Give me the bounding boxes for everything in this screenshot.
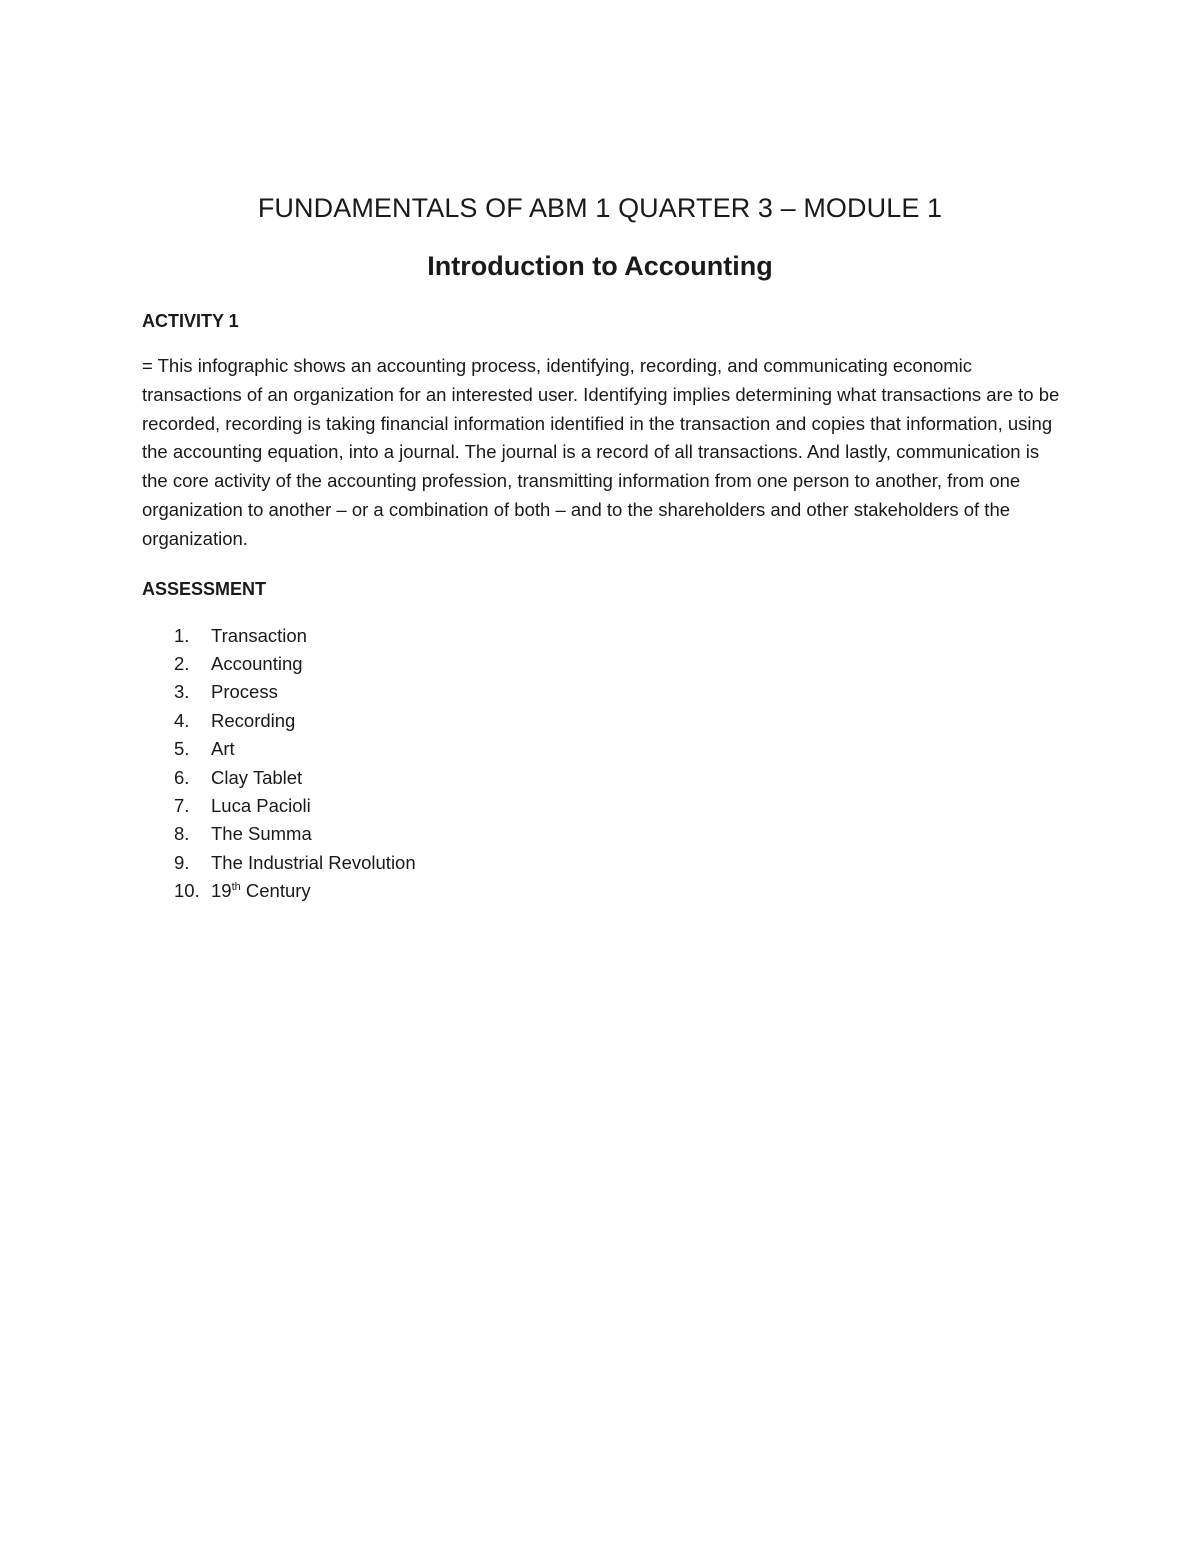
list-item-number: 2. — [174, 652, 190, 674]
list-item-number: 6. — [174, 766, 190, 788]
list-item-text: Accounting — [211, 652, 303, 674]
assessment-heading: ASSESSMENT — [142, 578, 267, 599]
assessment-answer-list — [142, 622, 1058, 906]
list-item — [174, 764, 1058, 792]
list-item-number: 8. — [174, 823, 190, 845]
list-item-number: 3. — [174, 681, 190, 703]
list-item — [174, 622, 1058, 650]
list-item-text: The Summa — [211, 823, 312, 845]
list-item — [174, 792, 1058, 820]
list-item — [174, 650, 1058, 678]
list-item-number: 10. — [174, 880, 200, 902]
list-item-text: Luca Pacioli — [211, 795, 311, 817]
list-item-text: Process — [211, 681, 278, 703]
list-item-text: Transaction — [211, 624, 307, 646]
document-title: FUNDAMENTALS OF ABM 1 QUARTER 3 – MODULE 1 — [257, 193, 943, 223]
list-item-number: 4. — [174, 709, 190, 731]
activity-body: = This infographic shows an accounting process, identifying, recording, and communicating economic transactions of an organization for an interested user. Identifying implies determining what transactions are to be recorded, recording is taking financial information identified in the transaction and copies that information, using the accounting equation, into a journal. The journal is a record of all transactions. And lastly, communication is the core activity of the accounting profession, transmitting information from one person to another, from one organization to another – or a combination of both – and to the shareholders and other stakeholders of the organization. — [142, 355, 1060, 549]
list-item-text: Clay Tablet — [211, 766, 303, 788]
list-item-number: 5. — [174, 738, 190, 760]
list-item — [174, 849, 1058, 877]
list-item-text: Art — [211, 738, 235, 760]
list-item-text: The Industrial Revolution — [211, 851, 416, 873]
list-item — [174, 678, 1058, 706]
list-item — [174, 877, 1058, 905]
ordinal-suffix: th — [231, 881, 241, 894]
list-item-number: 7. — [174, 795, 190, 817]
list-item-number: 9. — [174, 851, 190, 873]
list-item-text: Recording — [211, 709, 296, 731]
list-item-number: 1. — [174, 624, 190, 646]
list-item — [174, 707, 1058, 735]
list-item-text-after: Century — [240, 880, 311, 902]
list-item — [174, 735, 1058, 763]
document-subtitle: Introduction to Accounting — [427, 251, 773, 281]
activity-heading: ACTIVITY 1 — [142, 311, 239, 331]
list-item — [174, 820, 1058, 848]
list-item-text — [211, 877, 311, 905]
list-item-text-main: 19 — [211, 880, 232, 902]
